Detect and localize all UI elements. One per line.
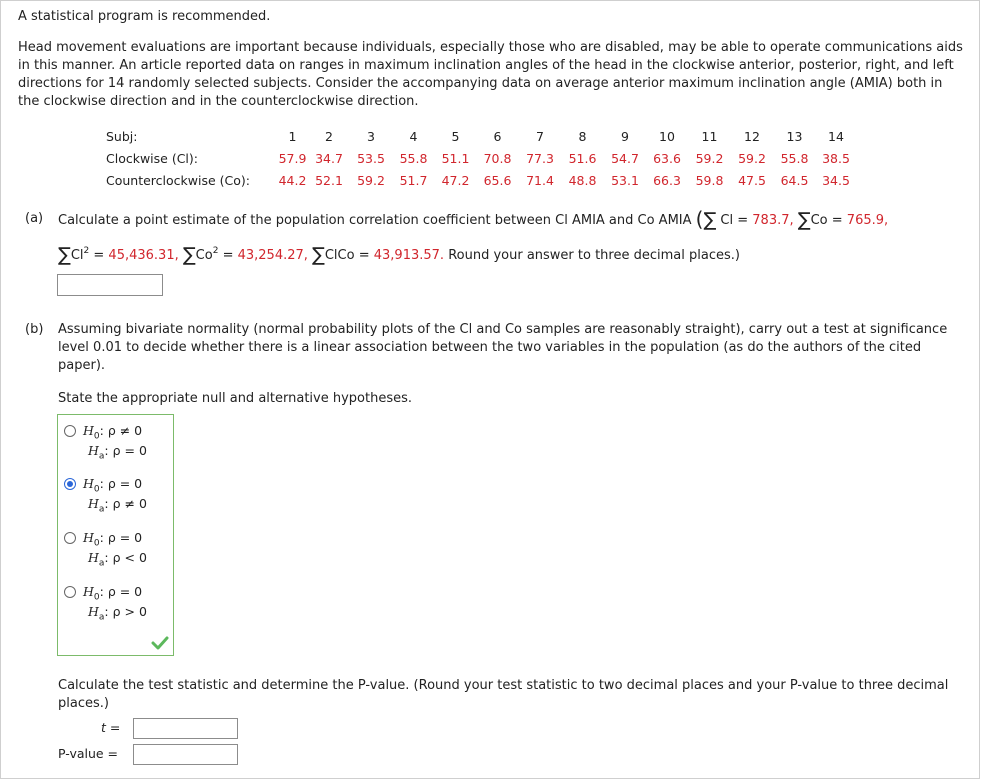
- subject-number: 14: [828, 128, 844, 144]
- sigma-icon: ∑: [182, 244, 196, 266]
- hypotheses-prompt: State the appropriate null and alternative hypotheses.: [58, 391, 412, 406]
- counterclockwise-value: 53.1: [611, 172, 639, 188]
- counterclockwise-value: 71.4: [526, 172, 554, 188]
- alternative-hypothesis: $H_a$: ρ > 0: [88, 604, 147, 623]
- part-a-text: Calculate a point estimate of the population correlation coefficient between Cl AMIA and Co AMIA: [58, 213, 692, 228]
- intro-text: A statistical program is recommended.: [18, 9, 271, 24]
- counterclockwise-value: 51.7: [399, 172, 428, 188]
- clockwise-value: 57.9: [278, 150, 307, 166]
- clockwise-value: 38.5: [822, 150, 850, 166]
- part-b-label: (b): [25, 322, 44, 337]
- clockwise-value: 63.6: [653, 150, 681, 166]
- sigma-icon: ∑: [312, 244, 325, 266]
- clockwise-value: 54.7: [611, 150, 639, 166]
- sum-cl2-value: 45,436.31,: [108, 248, 179, 263]
- round-text: Round your answer to three decimal places.): [448, 248, 740, 263]
- alternative-hypothesis: $H_a$: ρ < 0: [88, 550, 147, 569]
- sum-cl2-label: Cl: [70, 248, 84, 263]
- p-value-input[interactable]: [133, 744, 238, 765]
- sum-co-label: Co =: [810, 213, 843, 228]
- data-table: [106, 125, 856, 191]
- clockwise-value: 59.2: [738, 150, 766, 166]
- subject-number: 5: [451, 128, 460, 144]
- table-row: [106, 147, 856, 169]
- subject-number: 6: [493, 128, 502, 144]
- subject-number: 9: [621, 128, 629, 144]
- clockwise-value: 55.8: [780, 150, 809, 166]
- counterclockwise-value: 48.8: [568, 172, 597, 188]
- correlation-input[interactable]: [57, 274, 163, 296]
- sigma-icon: ∑: [797, 209, 811, 231]
- counterclockwise-value: 34.5: [822, 172, 850, 188]
- subject-number: 7: [536, 128, 544, 144]
- hypothesis-option-radio[interactable]: [64, 586, 76, 598]
- open-paren: (: [695, 207, 704, 231]
- hypotheses-options: [57, 414, 174, 656]
- subj-label: Subj:: [106, 128, 138, 144]
- table-row: [106, 125, 856, 147]
- counterclockwise-label: Counterclockwise (Co):: [106, 172, 250, 188]
- squared-exponent: 2: [83, 246, 90, 256]
- hypothesis-option-radio[interactable]: [64, 478, 76, 490]
- null-hypothesis: $H_0$: ρ = 0: [83, 584, 143, 603]
- t-statistic-input[interactable]: [133, 718, 238, 739]
- counterclockwise-value: 47.2: [441, 172, 470, 188]
- clockwise-value: 77.3: [526, 150, 554, 166]
- problem-text: Head movement evaluations are important because individuals, especially those who are disabled, may be able to operate communications aids in this manner. An article reported data on ranges in maximum inclination angles of the head in the clockwise anterior, posterior, right, and left directions for 14 randomly selected subjects. Consider the accompanying data on average anterior maximum inclination angle (AMIA) both in the clockwise direction and in the counterclockwise direction.: [18, 40, 963, 109]
- clockwise-value: 34.7: [315, 150, 343, 166]
- counterclockwise-value: 65.6: [483, 172, 512, 188]
- alternative-hypothesis: $H_a$: ρ ≠ 0: [88, 496, 147, 515]
- alternative-hypothesis: $H_a$: ρ = 0: [88, 443, 147, 462]
- null-hypothesis: $H_0$: ρ = 0: [83, 476, 143, 495]
- hypothesis-option-radio[interactable]: [64, 425, 76, 437]
- counterclockwise-value: 66.3: [653, 172, 681, 188]
- sigma-icon: ∑: [703, 209, 717, 231]
- counterclockwise-value: 47.5: [738, 172, 766, 188]
- sum-co-value: 765.9,: [846, 213, 889, 228]
- part-b-text: Assuming bivariate normality (normal probability plots of the Cl and Co samples are reasonably straight), carry out a test at significance level 0.01 to decide whether there is a linear association between the two variables in the population (as do the authors of the cited paper).: [58, 322, 948, 373]
- clockwise-value: 55.8: [399, 150, 428, 166]
- subject-number: 11: [701, 128, 718, 144]
- sigma-icon: ∑: [58, 244, 71, 266]
- clockwise-value: 51.6: [568, 150, 597, 166]
- subject-number: 8: [578, 128, 587, 144]
- subject-number: 1: [288, 128, 297, 144]
- t-label: t =: [101, 720, 121, 735]
- subject-number: 13: [786, 128, 803, 144]
- part-a-line1: [58, 209, 888, 231]
- part-a-line2: $\sum Cl^2 = 45,436.31$, $\sum Co^2 = 43,254.27$, ∑ClCo = 43,913.57. Round your answer to three decimal places.): [58, 244, 740, 266]
- sum-cl-value: 783.7,: [752, 213, 794, 228]
- clockwise-value: 70.8: [483, 150, 512, 166]
- sum-cl-label: Cl =: [720, 213, 749, 228]
- sum-co2-label: Co: [195, 248, 213, 263]
- clockwise-value: 51.1: [441, 150, 470, 166]
- table-row: [106, 169, 856, 191]
- clockwise-value: 53.5: [357, 150, 385, 166]
- counterclockwise-value: 44.2: [278, 172, 307, 188]
- squared-exponent: 2: [212, 246, 219, 256]
- part-a-label: (a): [25, 211, 44, 226]
- subject-number: 3: [367, 128, 375, 144]
- calc-prompt: Calculate the test statistic and determine the P-value. (Round your test statistic to two decimal places and your P-value to three decimal places.): [58, 678, 949, 711]
- clockwise-value: 59.2: [695, 150, 724, 166]
- null-hypothesis: $H_0$: ρ = 0: [83, 530, 143, 549]
- null-hypothesis: $H_0$: ρ ≠ 0: [83, 423, 143, 442]
- hypothesis-option-radio[interactable]: [64, 532, 76, 544]
- sum-clco-label: ClCo =: [324, 248, 370, 263]
- counterclockwise-value: 52.1: [315, 172, 343, 188]
- counterclockwise-value: 64.5: [780, 172, 809, 188]
- clockwise-label: Clockwise (Cl):: [106, 150, 198, 166]
- correct-check-icon: [151, 636, 169, 650]
- subject-number: 4: [409, 128, 418, 144]
- p-value-label: P-value =: [58, 746, 119, 761]
- subject-number: 10: [659, 128, 675, 144]
- sum-co2-value: 43,254.27,: [237, 248, 308, 263]
- counterclockwise-value: 59.8: [695, 172, 724, 188]
- subject-number: 2: [325, 128, 333, 144]
- subject-number: 12: [744, 128, 760, 144]
- sum-clco-value: 43,913.57.: [373, 248, 445, 263]
- counterclockwise-value: 59.2: [357, 172, 385, 188]
